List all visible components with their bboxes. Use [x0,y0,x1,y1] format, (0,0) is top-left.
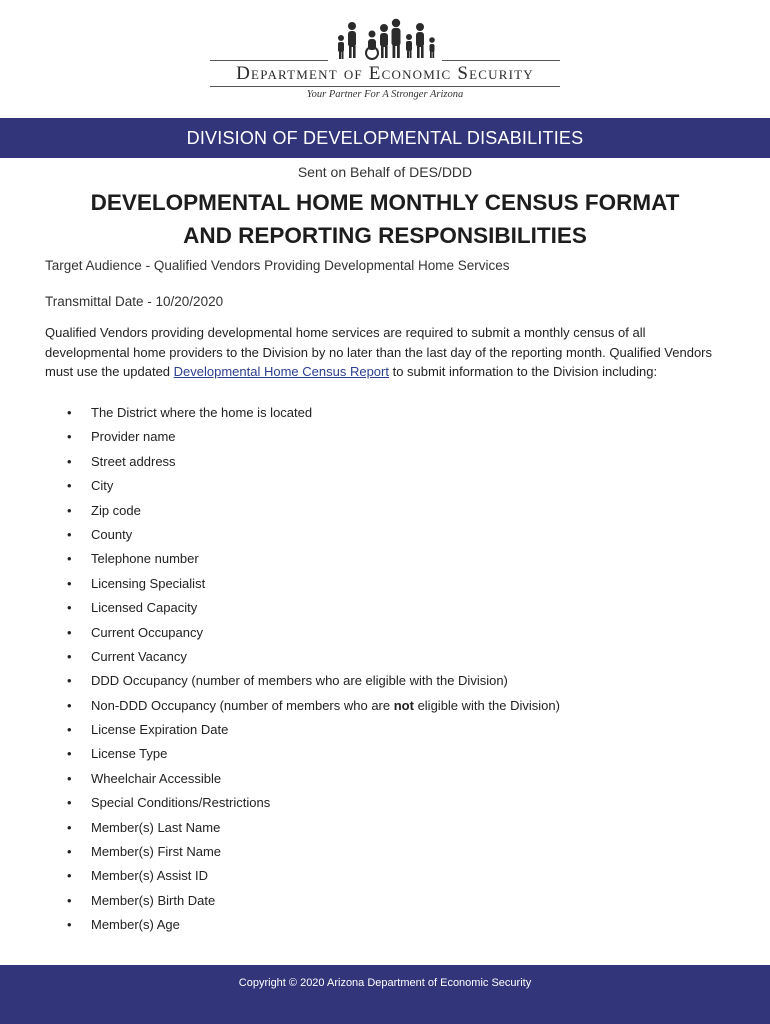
logo-rule-left [210,60,328,61]
list-item: • Current Occupancy [45,622,560,646]
list-item: • Licensed Capacity [45,597,560,621]
list-item: • Street address [45,451,560,475]
transmittal-date: Transmittal Date - 10/20/2020 [45,294,224,309]
target-audience: Target Audience - Qualified Vendors Providing Developmental Home Services [45,258,510,273]
list-item: • City [45,475,560,499]
list-item: • County [45,524,560,548]
department-name: Department of Economic Security [236,63,534,84]
list-item: • DDD Occupancy (number of members who are eligible with the Division) [45,670,560,694]
list-item: • Provider name [45,426,560,450]
census-report-link[interactable]: Developmental Home Census Report [173,364,389,379]
family-figures-icon [0,0,770,70]
document-title [0,186,770,252]
list-item: • License Expiration Date [45,719,560,743]
list-item: • Member(s) Assist ID [45,865,560,889]
emphasis-not: not [393,697,414,713]
list-item: • Member(s) Last Name [45,817,560,841]
des-logo [0,0,770,112]
list-item: • Telephone number [45,548,560,572]
logo-rule-right [442,60,560,61]
intro-text-before: Qualified Vendors providing developmental home services are required to submit a monthly census of all developmental home providers to the Division by no later than the last day of the reporting month. Qualified Vendors must use the updated [45,325,712,379]
list-item: • Current Vacancy [45,646,560,670]
list-item-non-ddd [45,695,560,719]
list-item: • Member(s) Age [45,914,560,938]
list-item: • The District where the home is located [45,402,560,426]
department-tagline: Your Partner For A Stronger Arizona [306,89,464,100]
list-item: • Wheelchair Accessible [45,768,560,792]
list-item: • License Type [45,743,560,767]
title-line-2: AND REPORTING RESPONSIBILITIES [183,223,587,248]
list-item: • Member(s) Birth Date [45,890,560,914]
division-banner: DIVISION OF DEVELOPMENTAL DISABILITIES [0,118,770,158]
logo-rule-bottom [210,86,560,87]
required-fields-list [45,402,560,939]
intro-paragraph [45,323,725,382]
intro-text-after: to submit information to the Division including: [388,364,658,379]
list-item-text-tail: eligible with the Division) [413,697,560,713]
list-item: • Licensing Specialist [45,573,560,597]
copyright-footer: Copyright © 2020 Arizona Department of Economic Security [0,965,770,1024]
list-item: • Special Conditions/Restrictions [45,792,560,816]
sent-on-behalf: Sent on Behalf of DES/DDD [297,164,473,180]
list-item: • Member(s) First Name [45,841,560,865]
list-item-text: Non-DDD Occupancy (number of members who are [91,697,394,713]
list-item: • Zip code [45,500,560,524]
title-line-1: DEVELOPMENTAL HOME MONTHLY CENSUS FORMAT [90,190,680,215]
